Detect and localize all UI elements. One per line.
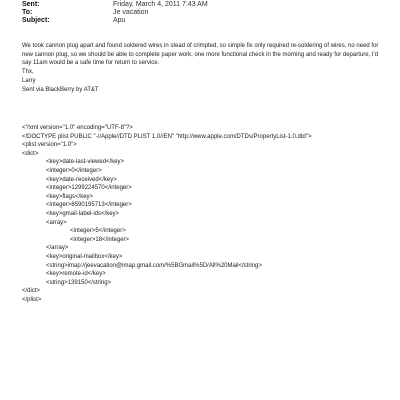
integer-flags: <integer>8590195713</integer> <box>46 202 132 209</box>
integer-date-last-viewed: <integer>0</integer> <box>46 167 102 174</box>
sent-label: Sent: <box>22 1 40 8</box>
array-close: </array> <box>46 245 69 252</box>
dict-close: </dict> <box>22 288 41 295</box>
xml-plist-block <box>22 124 312 304</box>
email-body <box>22 42 382 94</box>
to-value: Je vacation <box>113 9 149 16</box>
key-original-mailbox: <key>original-mailbox</key> <box>46 253 123 260</box>
key-date-last-viewed: <key>date-last-viewed</key> <box>46 159 125 166</box>
integer-date-received: <integer>1299224570</integer> <box>46 185 132 192</box>
signature-line: Sent via BlackBerry by AT&T <box>22 86 99 93</box>
plist-open: <plist version="1.0"> <box>22 142 77 149</box>
string-remote-id: <string>139150</string> <box>46 279 112 286</box>
string-original-mailbox: <string>imap://jeevacation@imap.gmail.com/%5BGmail%5D/All%20Mail</string> <box>46 262 262 269</box>
sent-value: Friday, March 4, 2011 7:43 AM <box>113 1 208 8</box>
xml-doctype: <!DOCTYPE plist PUBLIC "-//Apple//DTD PLIST 1.0//EN" "http://www.apple.com/DTDs/PropertyList-1.0.dtd"> <box>22 133 312 140</box>
array-integer-2: <integer>18</integer> <box>70 236 130 243</box>
array-open: <array> <box>46 219 67 226</box>
subject-value: Apu <box>113 17 126 24</box>
key-gmail-label-ids: <key>gmail-label-ids</key> <box>46 210 120 217</box>
message-paragraph: We took cannon plug apart and found soldered wires in stead of crimpted, so simple fix only required re-soldering of wires, no need for new cannon plug, so we should be able to complete paper work, one more functional check in the morning and ready for departure, I'd say 11am would be a safe time for return to service. <box>22 43 379 67</box>
sender-name: Larry <box>22 77 36 84</box>
key-remote-id: <key>remote-id</key> <box>46 271 106 278</box>
array-integer-1: <integer>5</integer> <box>70 228 126 235</box>
thanks-line: Thx, <box>22 69 34 76</box>
xml-declaration: <?xml version="1.0" encoding="UTF-8"?> <box>22 125 133 131</box>
key-flags: <key>flags</key> <box>46 193 94 200</box>
to-label: To: <box>22 9 33 16</box>
subject-label: Subject: <box>22 17 50 24</box>
dict-open: <dict> <box>22 150 39 157</box>
key-date-received: <key>date-received</key> <box>46 176 117 183</box>
plist-close: </plist> <box>22 296 42 303</box>
